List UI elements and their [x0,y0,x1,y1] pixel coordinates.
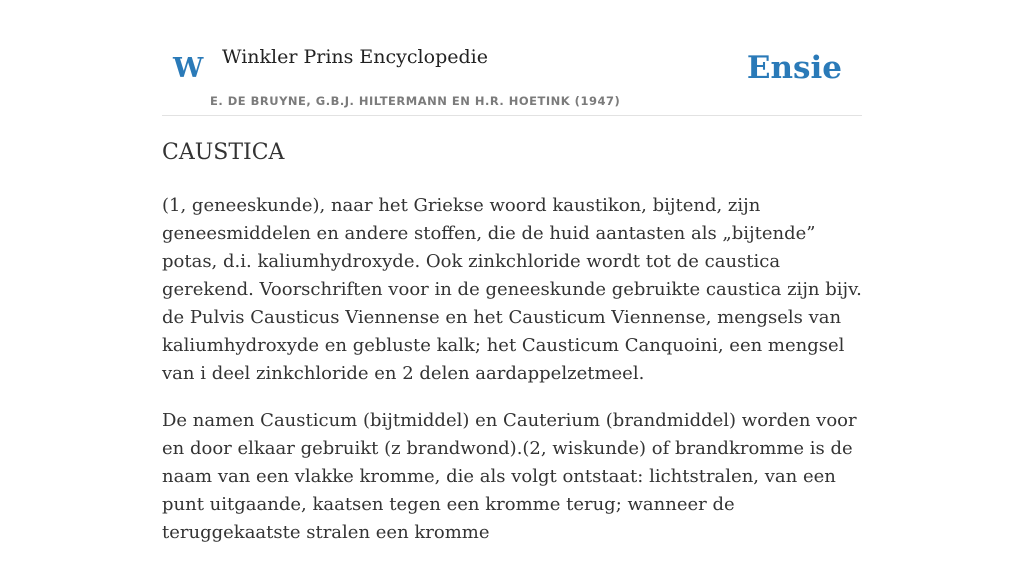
entry-paragraph: (1, geneeskunde), naar het Griekse woord kaustikon, bijtend, zijn geneesmiddelen en andere stoffen, die de huid aantasten als „bijtende” potas, d.i. kaliumhydroxyde. Ook zinkchloride wordt tot de caustica gerekend. Voorschriften voor in de geneeskunde gebruikte caustica zijn bijv. de Pulvis Causticus Viennense en het Causticum Viennense, mengsels van kaliumhydroxyde en gebluste kalk; het Causticum Canquoini, een mengsel van i deel zinkchloride en 2 delen aardappelzetmeel. [162,195,862,384]
entry-title: CAUSTICA [162,140,285,165]
ensie-logo[interactable]: Ensie [746,50,842,86]
winkler-prins-logo[interactable]: W [173,53,204,84]
entry-content [162,192,862,566]
encyclopedia-authors: E. DE BRUYNE, G.B.J. HILTERMANN EN H.R. HOETINK (1947) [210,94,621,108]
encyclopedia-title[interactable]: Winkler Prins Encyclopedie [222,46,488,68]
entry-paragraph: De namen Causticum (bijtmiddel) en Cauterium (brandmiddel) worden voor en door elkaar gebruikt (z brandwond).(2, wiskunde) of brandkromme is de naam van een vlakke kromme, die als volgt ontstaat: lichtstralen, van een punt uitgaande, kaatsen tegen een kromme terug; wanneer de teruggekaatste stralen een kromme [162,410,857,543]
site-header [162,40,862,116]
